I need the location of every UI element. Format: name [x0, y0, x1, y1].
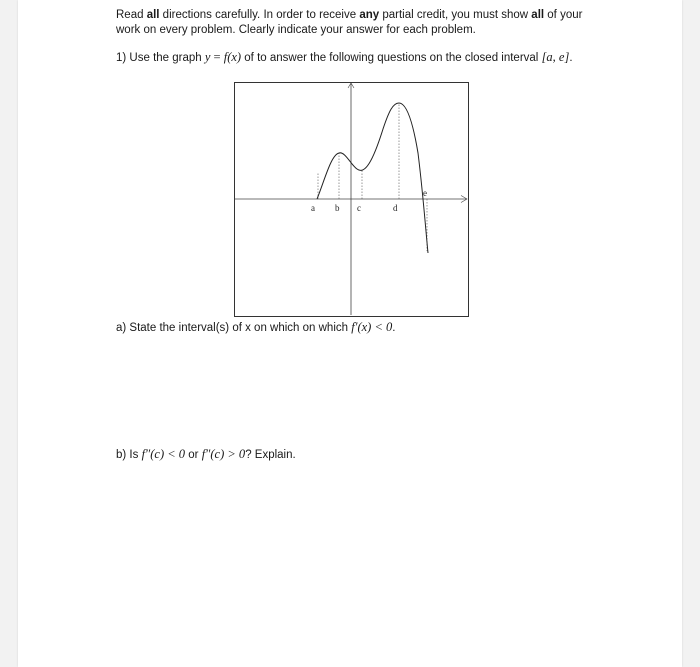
- function-graph: [234, 82, 469, 317]
- label-e: e: [423, 188, 427, 198]
- question-a-text: a) State the interval(s) of x on which on which: [116, 322, 352, 334]
- math-fdoubleprime-negative: f″(c) < 0: [141, 447, 186, 461]
- emphasis-all: all: [146, 9, 160, 21]
- emphasis-all: all: [531, 9, 545, 21]
- directions-text: partial credit, you must show: [379, 9, 532, 21]
- label-a: a: [311, 203, 315, 213]
- graph-svg: [235, 83, 468, 316]
- function-curve: [317, 103, 428, 253]
- document-page: [18, 0, 682, 667]
- question-a-period: .: [392, 322, 396, 334]
- question-a: [116, 320, 395, 336]
- math-f: f: [223, 50, 228, 64]
- label-d: d: [393, 203, 398, 213]
- math-interval: [a, e]: [541, 50, 570, 64]
- directions-text: Read: [116, 9, 147, 21]
- directions-text: of your work on every problem. Clearly indicate your answer for each problem.: [116, 9, 583, 36]
- math-fdoubleprime-positive: f″(c) > 0: [201, 447, 246, 461]
- directions-text: directions carefully. In order to receive: [159, 9, 360, 21]
- math-y: y: [204, 50, 211, 64]
- label-b: b: [335, 203, 340, 213]
- math-of-x: (x): [227, 50, 242, 64]
- math-equals: =: [210, 50, 224, 64]
- question-b-explain: ? Explain.: [245, 449, 296, 461]
- question-b: [116, 447, 296, 463]
- question-1-prompt: [116, 50, 596, 66]
- label-c: c: [357, 203, 361, 213]
- question-text: 1) Use the graph: [116, 52, 205, 64]
- math-fprime-negative: f′(x) < 0: [351, 320, 393, 334]
- directions-paragraph: [116, 8, 596, 38]
- question-b-text: b) Is: [116, 449, 142, 461]
- question-text: .: [569, 52, 573, 64]
- question-b-or: or: [185, 449, 202, 461]
- emphasis-any: any: [359, 9, 380, 21]
- question-text: of to answer the following questions on the closed interval: [241, 52, 542, 64]
